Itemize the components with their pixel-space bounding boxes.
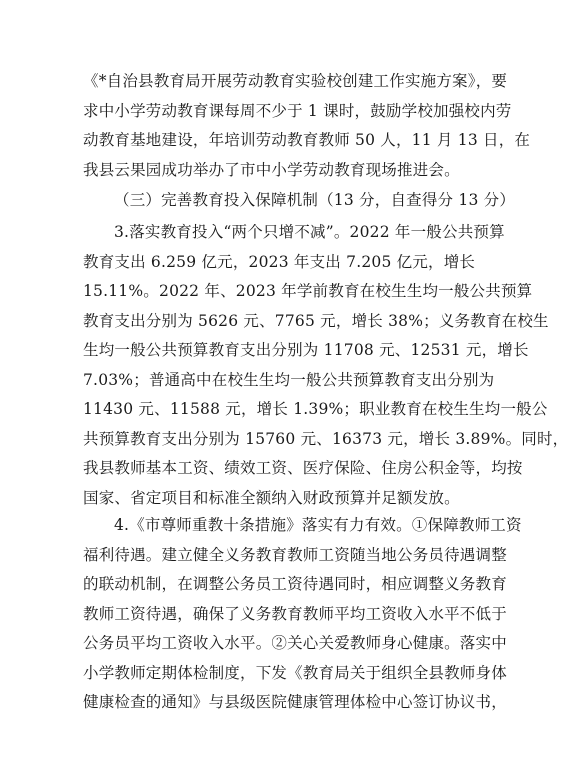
- text-line: 共预算教育支出分别为 15760 元、16373 元，增长 3.89%。同时，: [83, 429, 569, 448]
- text-line: 健康检查的通知》与县级医院健康管理体检中心签订协议书，: [83, 693, 507, 711]
- paragraph-teacher-measures: [83, 511, 522, 718]
- paragraph-labor-education: [83, 67, 531, 185]
- section-heading: [83, 186, 516, 216]
- paragraph-education-investment: [83, 218, 569, 513]
- text-line: 求中小学劳动教育课每周不少于 1 课时，鼓励学校加强校内劳: [83, 101, 512, 120]
- text-line: 15.11%。2022 年、2023 年学前教育在校生生均一般公共预算: [83, 282, 533, 300]
- text-line: 我县云果园成功举办了市中小学劳动教育现场推进会。: [83, 160, 460, 179]
- text-line: 我县教师基本工资、绩效工资、医疗保险、住房公积金等，均按: [83, 459, 523, 477]
- text-line: 教育支出 6.259 亿元，2023 年支出 7.205 亿元，增长: [83, 252, 476, 271]
- text-line: 的联动机制，在调整公务员工资待遇同时，相应调整义务教育: [83, 575, 507, 593]
- text-line: 小学教师定期体检制度，下发《教育局关于组织全县教师身体: [83, 663, 507, 682]
- text-line: 国家、省定项目和标准全额纳入财政预算并足额发放。: [83, 488, 460, 507]
- section-title: （三）完善教育投入保障机制（13 分，自查得分 13 分）: [114, 191, 516, 209]
- text-line: 4.《市尊师重教十条措施》落实有力有效。①保障教师工资: [114, 516, 522, 534]
- text-line: 教育支出分别为 5626 元、7765 元，增长 38%；义务教育在校生: [83, 311, 549, 330]
- text-line: 福利待遇。建立健全义务教育教师工资随当地公务员待遇调整: [83, 545, 507, 564]
- text-line: 动教育基地建设，年培训劳动教育教师 50 人，11 月 13 日，在: [83, 131, 531, 149]
- text-line: 7.03%；普通高中在校生生均一般公共预算教育支出分别为: [83, 370, 495, 389]
- text-line: 公务员平均工资收入水平。②关心关爱教师身心健康。落实中: [83, 634, 507, 652]
- text-line: 《*自治县教育局开展劳动教育实验校创建工作实施方案》，要: [83, 72, 508, 90]
- text-line: 11430 元、11588 元，增长 1.39%；职业教育在校生生均一般公: [83, 400, 548, 418]
- text-line: 生均一般公共预算教育支出分别为 11708 元、12531 元，增长: [83, 341, 529, 359]
- text-line: 教师工资待遇，确保了义务教育教师平均工资收入水平不低于: [83, 604, 507, 623]
- text-line: 3.落实教育投入“两个只增不减”。2022 年一般公共预算: [114, 223, 505, 241]
